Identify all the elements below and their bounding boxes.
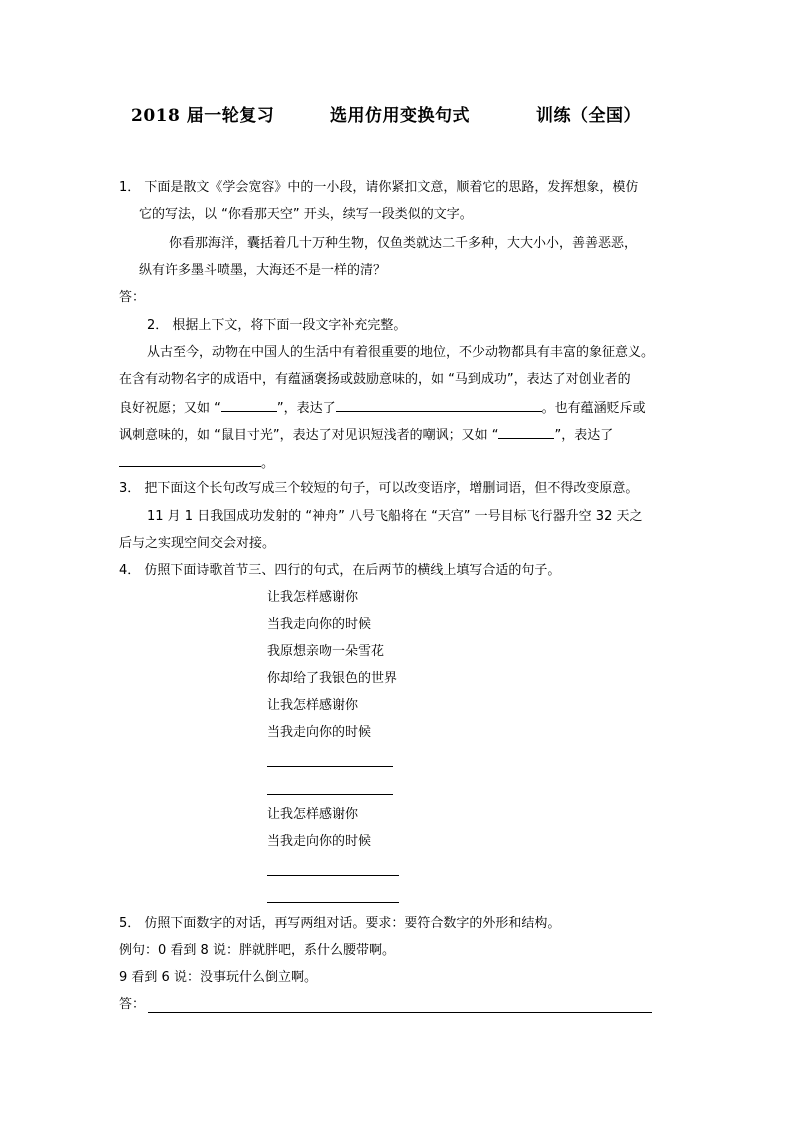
q3-line-1: 3． 把下面这个长句改写成三个较短的句子，可以改变语序，增删词语，但不得改变原意。 [119,481,639,496]
q2-line-6-text: 。 [261,456,275,471]
title-part-2: 选用仿用变换句式 [330,106,470,126]
q2-blank-meaning-2[interactable] [119,454,261,467]
q1-line-1: 1． 下面是散文《学会宽容》中的一小段，请你紧扣文意，顺着它的思路，发挥想象，模仿 [119,180,639,195]
q4-line-1: 4． 仿照下面诗歌首节三、四行的句式，在后两节的横线上填写合适的句子。 [119,563,561,578]
poem-line: 当我走向你的时候 [267,725,372,740]
q2-line-5-text-b: ”，表达了 [554,428,614,443]
q1-line-2: 它的写法，以 “你看那天空” 开头，续写一段类似的文字。 [139,207,473,222]
q5-answer-blank[interactable] [148,1012,652,1013]
q1-passage-line-2: 纵有许多墨斗喷墨，大海还不是一样的清？ [139,263,387,278]
q2-line-2: 从古至今，动物在中国人的生活中有着很重要的地位，不少动物都具有丰富的象征意义。 [147,345,655,360]
poem-line: 我原想亲吻一朵雪花 [267,644,385,659]
q3-sentence-line-2: 后与之实现空间交会对接。 [119,536,276,551]
poem-line: 让我怎样感谢你 [267,807,359,822]
q1-passage-line-1: 你看那海洋，囊括着几十万种生物，仅鱼类就达二千多种，大大小小，善善恶恶， [169,236,638,251]
q2-line-1: 2． 根据上下文，将下面一段文字补充完整。 [147,318,407,333]
poem-line: 当我走向你的时候 [267,834,372,849]
q2-line-3: 在含有动物名字的成语中，有蕴涵褒扬或鼓励意味的，如 “马到成功”，表达了对创业者的 [119,372,631,387]
poem-line: 当我走向你的时候 [267,617,372,632]
title-part-3: 训练（全国） [536,106,641,126]
poem-answer-blank-2[interactable] [267,794,393,795]
q2-line-6 [119,454,274,472]
poem-line: 让我怎样感谢你 [267,590,359,605]
q2-line-4 [119,399,646,417]
q2-line-4-text-b: ”，表达了 [276,401,336,416]
q5-answer-label: 答： [119,997,146,1012]
poem-answer-blank-3[interactable] [267,875,399,876]
q2-blank-meaning-1[interactable] [336,399,542,412]
q3-sentence-line-1: 11 月 1 日我国成功发射的 “神舟” 八号飞船将在 “天宫” 一号目标飞行器升空 32 天之 [147,509,643,524]
title-part-1: 2018 届一轮复习 [131,106,275,126]
q2-line-4-text-a: 良好祝愿；又如 “ [119,401,221,416]
q5-line-1: 5． 仿照下面数字的对话，再写两组对话。要求：要符合数字的外形和结构。 [119,916,561,931]
poem-answer-blank-4[interactable] [267,902,399,903]
poem-line: 你却给了我银色的世界 [267,671,398,686]
q5-example-2: 9 看到 6 说：没事玩什么倒立啊。 [119,970,317,985]
q2-line-5-text-a: 讽刺意味的，如 “鼠目寸光”，表达了对见识短浅者的嘲讽；又如 “ [119,428,499,443]
poem-answer-blank-1[interactable] [267,766,393,767]
q2-line-4-text-c: 。也有蕴涵贬斥或 [541,401,646,416]
q5-example-1: 例句：0 看到 8 说：胖就胖吧，系什么腰带啊。 [119,943,395,958]
q2-line-5 [119,426,613,444]
q1-answer-label: 答： [119,290,146,305]
q2-blank-idiom-2[interactable] [498,426,554,439]
page-title [131,106,671,126]
q2-blank-idiom-1[interactable] [221,399,277,412]
poem-line: 让我怎样感谢你 [267,698,359,713]
